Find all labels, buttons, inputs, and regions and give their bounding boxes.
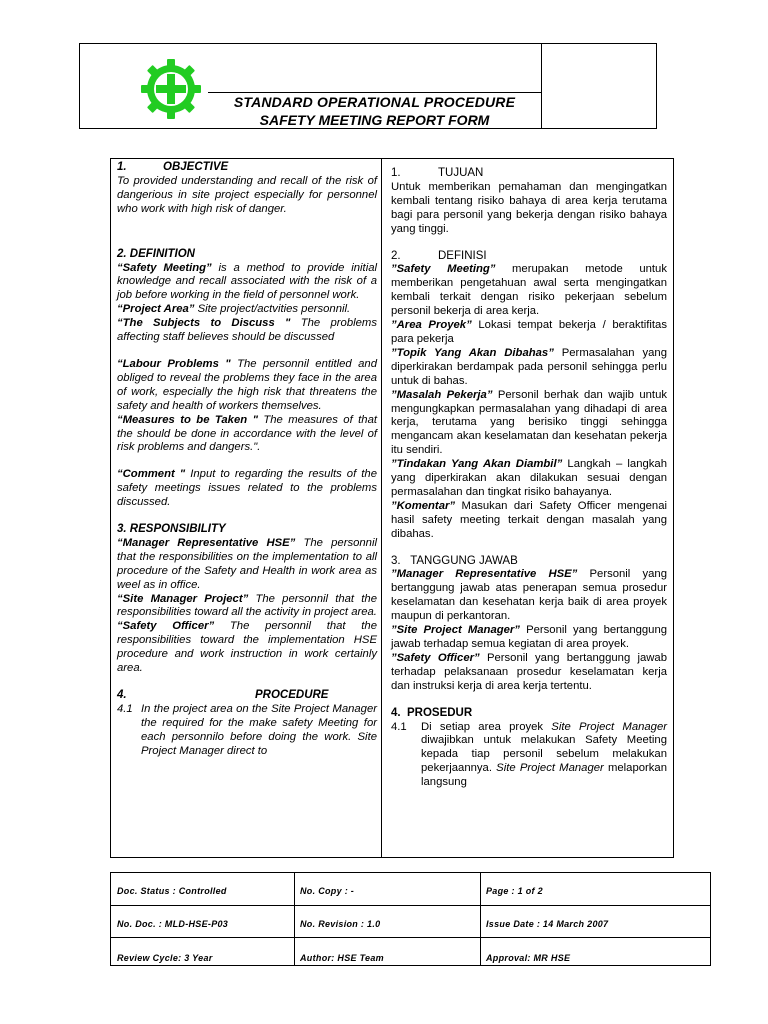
definisi-item: ”Safety Meeting” merupakan metode untuk memberikan pengetahuan awal serta mengingatkan kembali terkait dengan risiko pekerjaan sebelum personil bekerja di area kerja.	[391, 263, 667, 318]
tanggung-jawab-item: ”Safety Officer” Personil yang bertanggung jawab terhadap pelaksanaan prosedur keselamatan kerja dan instruksi kerja di area kerja tertentu.	[391, 651, 668, 692]
responsibility-item: “Safety Officer” The personnil that the responsibilities toward the implementation HSE procedure and work instruction in work certainly area.	[117, 620, 377, 675]
revision-number: No. Revision : 1.0	[300, 919, 381, 929]
table-row-divider	[111, 905, 711, 906]
definition-item: “The Subjects to Discuss " The problems affecting staff believes should be discussed	[117, 317, 377, 344]
section-heading-definition: 2. DEFINITION	[117, 247, 195, 260]
tujuan-text: Untuk memberikan pemahaman dan mengingatkan kembali tentang risiko bahaya di area kerja terutama bagi para personil yang bekerja dengan risiko bahaya yang tinggi.	[391, 180, 667, 235]
column-divider	[381, 159, 382, 858]
definisi-item: ”Komentar” Masukan dari Safety Officer mengenai hasil safety meeting terkait dengan masalah yang dibahas.	[391, 499, 667, 540]
definition-item: “Project Area” Site project/actvities personnil.	[117, 303, 351, 316]
definition-item: “Measures to be Taken " The measures of that the should be done in accordance with the level of risk problems and dangers.".	[117, 413, 377, 454]
document-title-line2: SAFETY MEETING REPORT FORM	[259, 112, 490, 128]
objective-text: To provided understanding and recall of the risk of dangerious in site project especially for personnel who work with high risk of danger.	[117, 174, 377, 215]
definisi-item: ”Area Proyek” Lokasi tempat bekerja / beraktifitas para pekerja	[391, 319, 667, 345]
header-divider-vertical	[541, 44, 542, 128]
page-number: Page : 1 of 2	[486, 886, 543, 896]
english-column	[117, 161, 377, 759]
table-col-divider	[294, 873, 295, 966]
approval: Approval: MR HSE	[486, 953, 571, 963]
responsibility-item: “Site Manager Project” The personnil that the responsibilities toward all the activity in project area.	[117, 592, 378, 619]
tanggung-jawab-item: ”Manager Representative HSE” Personil yang bertanggung jawab atas penerapan semua prosedur keselamatan dan kesehatan kerja baik di area proyek maupun di perkantoran.	[391, 568, 667, 623]
definition-item: “Safety Meeting” is a method to provide initial knowledge and recall associated with the risk of a job before working in the field of personnel work.	[117, 261, 377, 302]
document-header	[79, 43, 657, 129]
section-heading-responsibility: 3. RESPONSIBILITY	[117, 523, 226, 536]
gear-cross-logo-icon	[138, 56, 204, 122]
section-heading-objective: 1. OBJECTIVE	[117, 161, 229, 173]
section-heading-tanggung-jawab: 3. TANGGUNG JAWAB	[391, 554, 518, 567]
section-heading-prosedur: 4. PROSEDUR	[391, 706, 473, 719]
definisi-item: ”Topik Yang Akan Dibahas” Permasalahan yang diperkirakan berdampak pada personil sehingga perlu untuk di bahas.	[391, 346, 667, 387]
definisi-item: ”Masalah Pekerja” Personil berhak dan wajib untuk mengungkapkan permasalahan yang dihadapi di area kerja, terutama yang berisiko tinggi sehingga mengancam akan keselamatan dan kesehatan pekerja itu sendiri.	[391, 388, 667, 457]
document-control-table	[110, 872, 711, 966]
document-title-line1: STANDARD OPERATIONAL PROCEDURE	[233, 94, 516, 110]
definisi-item: ”Tindakan Yang Akan Diambil” Langkah – langkah yang diperkirakan akan dilakukan sesuai dengan permasalahan dan tingkat risiko bahayanya.	[391, 458, 667, 498]
doc-number: No. Doc. : MLD-HSE-P03	[117, 919, 229, 929]
review-cycle: Review Cycle: 3 Year	[117, 953, 213, 963]
definition-item: “Comment " Input to regarding the results of the safety meetings issues related to the problems discussed.	[117, 468, 377, 509]
procedure-item: 4.1 In the project area on the Site Project Manager the required for the make safety Meeting for each personnilo before doing the work. Site Project Manager direct to	[117, 702, 377, 757]
responsibility-item: “Manager Representative HSE” The personnil that the responsibilities on the implementation to all procedure of the Safety and Health in work area as weel as in office.	[117, 536, 377, 591]
author: Author: HSE Team	[300, 953, 384, 963]
table-col-divider	[480, 873, 481, 966]
section-heading-definisi: 2. DEFINISI	[391, 249, 487, 262]
section-heading-tujuan: 1. TUJUAN	[391, 167, 484, 179]
issue-date: Issue Date : 14 March 2007	[486, 919, 609, 929]
table-row-divider	[111, 937, 711, 938]
tanggung-jawab-item: ”Site Project Manager” Personil yang bertanggung jawab terhadap semua kegiatan di area proyek.	[391, 624, 668, 650]
definition-item: “Labour Problems " The personnil entitled and obliged to reveal the problems they face in the area of work, especially the high risk that threatens the safety and health of workers themselves.	[117, 357, 377, 412]
header-divider-horizontal	[208, 92, 541, 93]
prosedur-item: 4.1 Di setiap area proyek Site Project Manager diwajibkan untuk melakukan Safety Meeting kepada tiap personil sebelum melakukan pekerjaannya. Site Project Manager melaporkan langsung	[391, 720, 668, 789]
indonesian-column	[391, 161, 667, 790]
section-heading-procedure: 4. PROCEDURE	[117, 689, 329, 701]
doc-status: Doc. Status : Controlled	[117, 886, 227, 896]
document-body	[110, 158, 674, 858]
no-copy: No. Copy : -	[300, 886, 355, 896]
